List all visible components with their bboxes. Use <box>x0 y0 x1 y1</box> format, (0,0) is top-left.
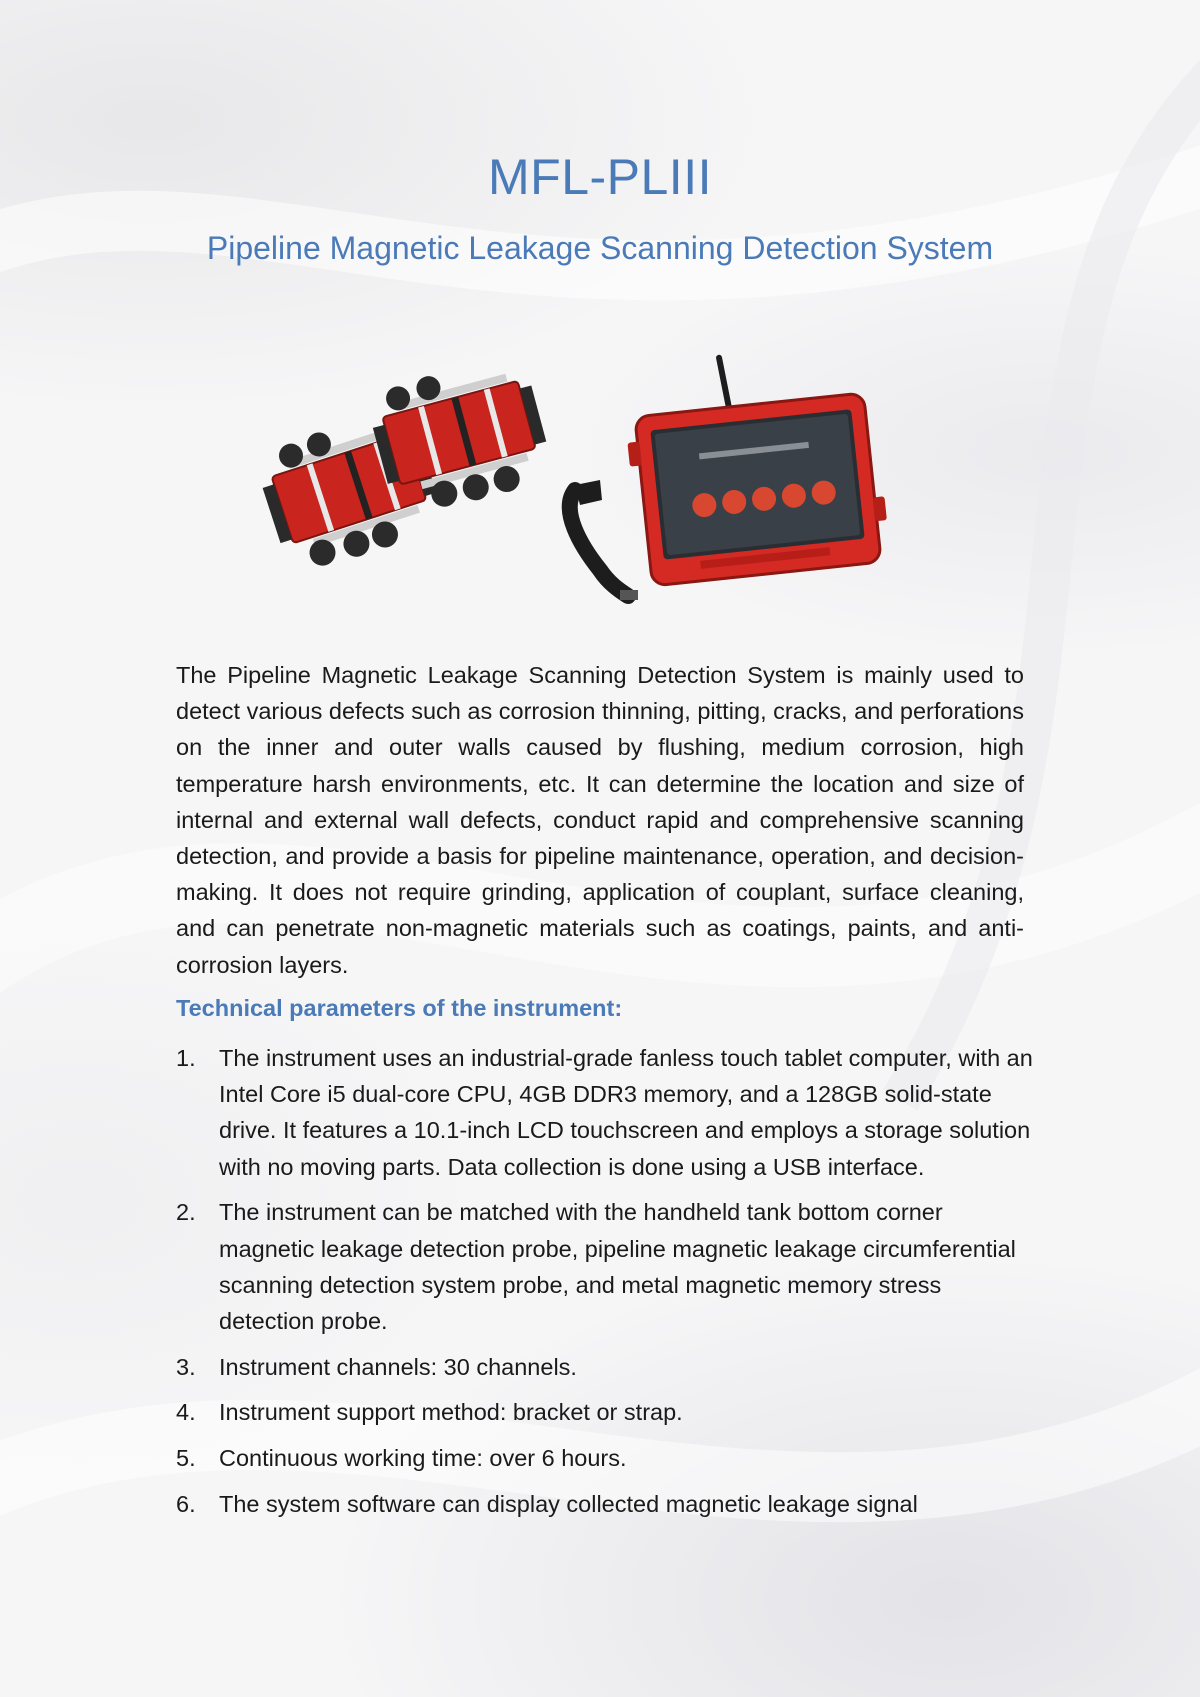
list-item-text: Instrument channels: 30 channels. <box>219 1353 577 1380</box>
tech-params-list <box>176 1040 1036 1531</box>
page-subtitle: Pipeline Magnetic Leakage Scanning Detection System <box>206 230 994 266</box>
list-item <box>176 1349 1036 1385</box>
list-item-number: 1. <box>176 1045 196 1071</box>
list-item-text: The system software can display collected magnetic leakage signal <box>219 1490 918 1517</box>
list-item <box>176 1194 1036 1339</box>
list-item-text: The instrument uses an industrial-grade fanless touch tablet computer, with an Intel Core i5 dual-core CPU, 4GB DDR3 memory, and a 128GB solid-state drive. It features a 10.1-inch LCD touchscreen and employs a storage solution with no moving parts. Data collection is done using a USB interface. <box>219 1045 1033 1180</box>
list-item-number: 2. <box>176 1199 196 1226</box>
product-description: The Pipeline Magnetic Leakage Scanning Detection System is mainly used to detect various defects such as corrosion thinning, pitting, cracks, and perforations on the inner and outer walls caused by flushing, medium corrosion, high temperature harsh environments, etc. It can determine the location and size of internal and external wall defects, conduct rapid and comprehensive scanning detection, and provide a basis for pipeline maintenance, operation, and decision-making. It does not require grinding, application of couplant, surface cleaning, and can penetrate non-magnetic materials such as coatings, paints, and anti-corrosion layers. <box>176 662 1024 978</box>
product-photo <box>250 330 950 610</box>
list-item-number: 5. <box>176 1445 196 1472</box>
tech-params-heading: Technical parameters of the instrument: <box>176 995 623 1021</box>
list-item <box>176 1040 1036 1185</box>
list-item-text: The instrument can be matched with the handheld tank bottom corner magnetic leakage detection probe, pipeline magnetic leakage circumferential scanning detection system probe, and metal magnetic memory stress detection probe. <box>219 1199 1016 1334</box>
tablet-instrument <box>620 342 892 587</box>
list-item-text: Instrument support method: bracket or strap. <box>219 1399 683 1426</box>
list-item-number: 6. <box>176 1490 196 1517</box>
list-item-number: 4. <box>176 1399 196 1426</box>
carrying-strap <box>570 480 638 600</box>
list-item <box>176 1394 1036 1430</box>
list-item <box>176 1440 1036 1476</box>
page-title: MFL-PLIII <box>488 149 712 205</box>
list-item-text: Continuous working time: over 6 hours. <box>219 1445 627 1472</box>
list-item-number: 3. <box>176 1353 196 1380</box>
list-item <box>176 1486 1036 1522</box>
